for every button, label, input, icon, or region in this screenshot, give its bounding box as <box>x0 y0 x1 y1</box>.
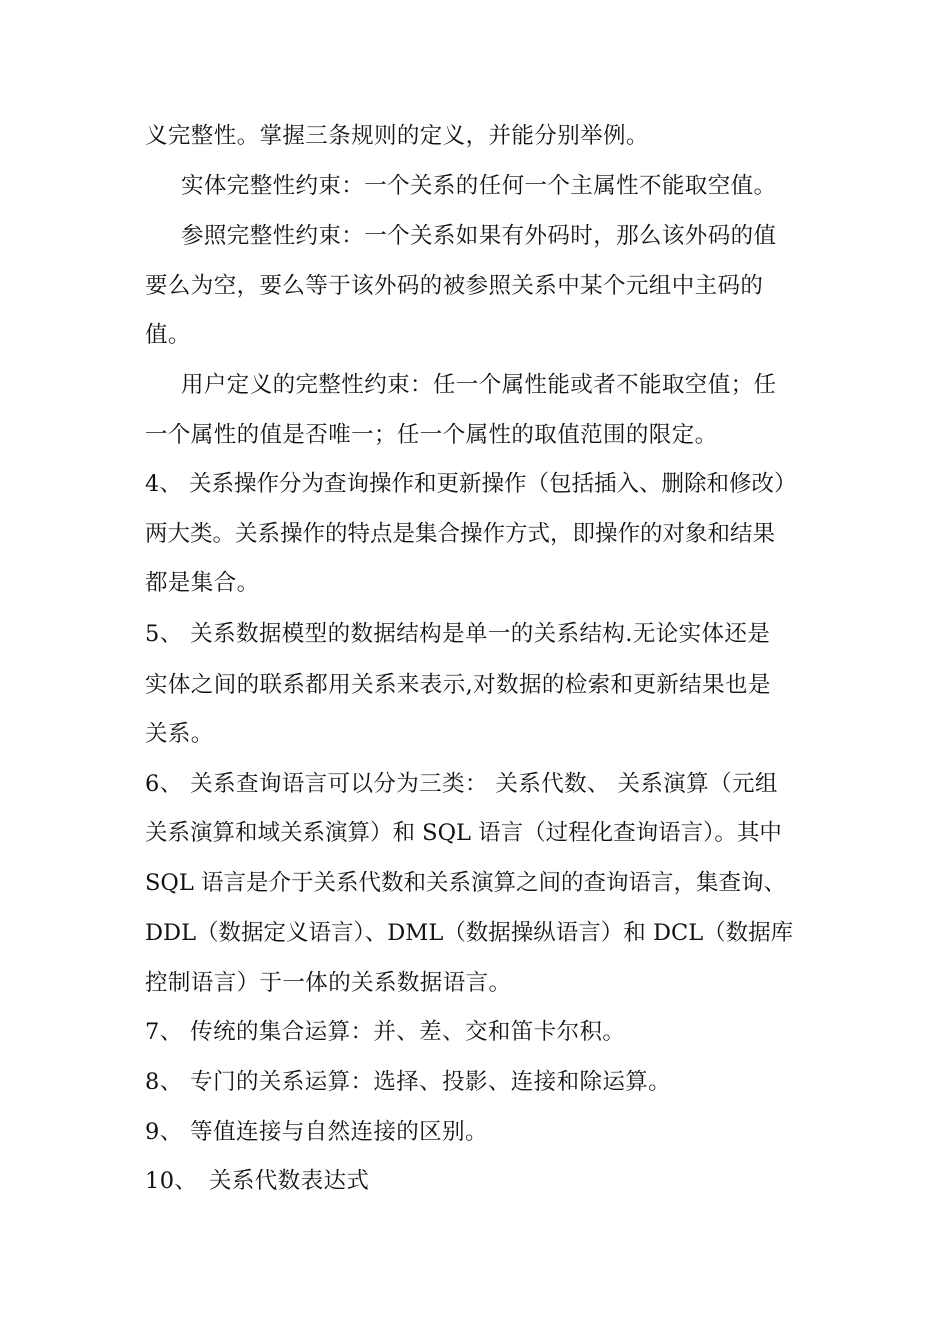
list-item-4: 4、 关系操作分为查询操作和更新操作（包括插入、删除和修改） <box>145 471 797 497</box>
text-line: 关系演算和域关系演算）和 SQL 语言（过程化查询语言）。其中 <box>145 820 782 846</box>
text-line: 义完整性。掌握三条规则的定义，并能分别举例。 <box>145 123 649 149</box>
text-line: 关系。 <box>145 721 214 747</box>
list-item-6: 6、 关系查询语言可以分为三类： 关系代数、 关系演算（元组 <box>145 771 778 797</box>
text-line: 一个属性的值是否唯一；任一个属性的取值范围的限定。 <box>145 422 718 448</box>
text-line: DDL（数据定义语言）、DML（数据操纵语言）和 DCL（数据库 <box>145 920 794 946</box>
text-line: 实体完整性约束：一个关系的任何一个主属性不能取空值。 <box>181 173 777 199</box>
text-line: 两大类。关系操作的特点是集合操作方式，即操作的对象和结果 <box>145 521 776 547</box>
text-line: 控制语言）于一体的关系数据语言。 <box>145 970 512 996</box>
list-item-5: 5、 关系数据模型的数据结构是单一的关系结构.无论实体还是 <box>145 621 771 647</box>
text-line: SQL 语言是介于关系代数和关系演算之间的查询语言，集查询、 <box>145 870 786 896</box>
text-line: 参照完整性约束：一个关系如果有外码时，那么该外码的值 <box>181 223 777 249</box>
text-line: 实体之间的联系都用关系来表示,对数据的检索和更新结果也是 <box>145 672 771 698</box>
text-line: 值。 <box>145 322 191 348</box>
list-item-10: 10、 关系代数表达式 <box>145 1168 370 1194</box>
list-item-8: 8、 专门的关系运算：选择、投影、连接和除运算。 <box>145 1069 672 1095</box>
text-line: 要么为空，要么等于该外码的被参照关系中某个元组中主码的 <box>145 273 764 299</box>
list-item-7: 7、 传统的集合运算：并、差、交和笛卡尔积。 <box>145 1019 626 1045</box>
text-line: 都是集合。 <box>145 570 260 596</box>
text-line: 用户定义的完整性约束：任一个属性能或者不能取空值；任 <box>181 372 777 398</box>
list-item-9: 9、 等值连接与自然连接的区别。 <box>145 1119 488 1145</box>
